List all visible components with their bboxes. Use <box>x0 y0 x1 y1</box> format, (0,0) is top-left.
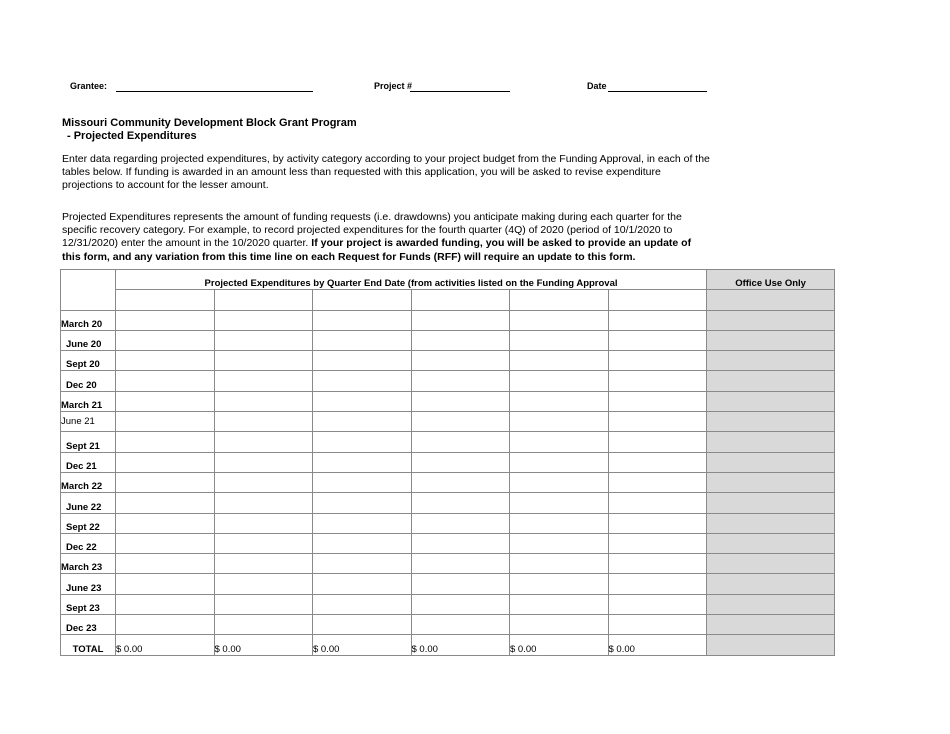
amount-cell[interactable] <box>313 391 412 411</box>
table-row <box>61 391 835 411</box>
office-use-cell <box>707 330 835 350</box>
table-row <box>61 574 835 594</box>
table-row <box>61 412 835 432</box>
amount-cell[interactable] <box>411 351 510 371</box>
amount-cell[interactable] <box>608 310 707 330</box>
office-use-cell <box>707 452 835 472</box>
quarter-label: March 21 <box>61 391 116 411</box>
amount-cell[interactable] <box>510 412 609 432</box>
amount-cell[interactable] <box>411 452 510 472</box>
amount-cell[interactable] <box>411 432 510 452</box>
office-use-cell <box>707 635 835 655</box>
total-label: TOTAL <box>61 635 116 655</box>
amount-cell[interactable] <box>116 310 215 330</box>
quarter-label: Dec 20 <box>61 371 116 391</box>
quarter-label: March 22 <box>61 472 116 492</box>
amount-cell[interactable] <box>608 554 707 574</box>
amount-cell[interactable] <box>116 513 215 533</box>
amount-cell[interactable] <box>510 310 609 330</box>
date-field[interactable] <box>608 91 707 92</box>
instructions-paragraph: Enter data regarding projected expenditures, by activity category according to your project budget from the Funding Approval, in each of the tables below. If funding is awarded in an amount less than requested with this application, you will be asked to revise expenditure projections to account for the lesser amount. <box>62 153 710 192</box>
amount-cell[interactable] <box>411 412 510 432</box>
amount-cell[interactable] <box>214 513 313 533</box>
category-cell[interactable] <box>313 290 412 310</box>
office-use-cell <box>707 290 835 310</box>
amount-cell[interactable] <box>214 371 313 391</box>
office-use-cell <box>707 432 835 452</box>
amount-cell[interactable] <box>510 594 609 614</box>
amount-cell[interactable] <box>608 533 707 553</box>
category-cell[interactable] <box>608 290 707 310</box>
total-value: $ 0.00 <box>608 635 707 655</box>
amount-cell[interactable] <box>214 493 313 513</box>
amount-cell[interactable] <box>608 513 707 533</box>
amount-cell[interactable] <box>313 615 412 635</box>
amount-cell[interactable] <box>214 594 313 614</box>
amount-cell[interactable] <box>313 310 412 330</box>
amount-cell[interactable] <box>510 391 609 411</box>
quarter-label: March 23 <box>61 554 116 574</box>
table-row <box>61 615 835 635</box>
amount-cell[interactable] <box>411 594 510 614</box>
amount-cell[interactable] <box>313 554 412 574</box>
total-value: $ 0.00 <box>313 635 412 655</box>
amount-cell[interactable] <box>214 391 313 411</box>
amount-cell[interactable] <box>313 472 412 492</box>
amount-cell[interactable] <box>411 554 510 574</box>
office-use-cell <box>707 472 835 492</box>
date-label: Date <box>587 81 607 91</box>
office-use-cell <box>707 391 835 411</box>
amount-cell[interactable] <box>116 533 215 553</box>
amount-cell[interactable] <box>411 493 510 513</box>
quarter-label: Sept 20 <box>61 351 116 371</box>
amount-cell[interactable] <box>214 432 313 452</box>
amount-cell[interactable] <box>608 391 707 411</box>
amount-cell[interactable] <box>510 432 609 452</box>
amount-cell[interactable] <box>313 351 412 371</box>
amount-cell[interactable] <box>510 574 609 594</box>
office-use-cell <box>707 310 835 330</box>
amount-cell[interactable] <box>214 574 313 594</box>
title-line-1: Missouri Community Development Block Grant Program <box>62 117 357 129</box>
amount-cell[interactable] <box>116 472 215 492</box>
total-value: $ 0.00 <box>214 635 313 655</box>
quarter-label: June 21 <box>61 412 116 432</box>
grantee-field[interactable] <box>116 91 313 92</box>
office-use-cell <box>707 533 835 553</box>
amount-cell[interactable] <box>313 574 412 594</box>
amount-cell[interactable] <box>313 432 412 452</box>
total-value: $ 0.00 <box>510 635 609 655</box>
table-row <box>61 452 835 472</box>
category-cell[interactable] <box>116 290 215 310</box>
office-use-cell <box>707 351 835 371</box>
amount-cell[interactable] <box>313 330 412 350</box>
amount-cell[interactable] <box>214 554 313 574</box>
amount-cell[interactable] <box>214 351 313 371</box>
corner-cell <box>61 270 116 311</box>
amount-cell[interactable] <box>510 330 609 350</box>
office-use-cell <box>707 615 835 635</box>
amount-cell[interactable] <box>608 472 707 492</box>
paragraph-bold-text: If your project is awarded funding, you will be asked to provide an update of this form, and any variation from this time line on each Request for Funds (RFF) will require an update to this form. <box>62 237 692 263</box>
quarter-label: June 20 <box>61 330 116 350</box>
paragraph-normal-text: Projected Expenditures represents the amount of funding requests (i.e. drawdowns) you anticipate making during each quarter for the specific recovery category. For example, to record projected expenditures for the fourth quarter (4Q) of 2020 (period of 10/1/2020 to 12/31/2020) enter the amount in the 10/2020 quarter. <box>62 211 682 250</box>
table-row <box>61 533 835 553</box>
amount-cell[interactable] <box>510 452 609 472</box>
quarter-label: Dec 22 <box>61 533 116 553</box>
table-header: Projected Expenditures by Quarter End Date (from activities listed on the Funding Approval <box>116 270 707 290</box>
amount-cell[interactable] <box>313 493 412 513</box>
category-row <box>61 290 835 310</box>
quarter-label: Sept 22 <box>61 513 116 533</box>
amount-cell[interactable] <box>510 615 609 635</box>
amount-cell[interactable] <box>608 452 707 472</box>
amount-cell[interactable] <box>116 452 215 472</box>
amount-cell[interactable] <box>313 412 412 432</box>
amount-cell[interactable] <box>313 513 412 533</box>
quarter-label: March 20 <box>61 310 116 330</box>
amount-cell[interactable] <box>214 310 313 330</box>
office-use-cell <box>707 493 835 513</box>
table-row <box>61 493 835 513</box>
amount-cell[interactable] <box>411 615 510 635</box>
amount-cell[interactable] <box>608 371 707 391</box>
amount-cell[interactable] <box>116 554 215 574</box>
amount-cell[interactable] <box>214 412 313 432</box>
form-title <box>62 117 357 143</box>
amount-cell[interactable] <box>214 615 313 635</box>
category-cell[interactable] <box>411 290 510 310</box>
office-use-cell <box>707 554 835 574</box>
category-cell[interactable] <box>214 290 313 310</box>
amount-cell[interactable] <box>116 371 215 391</box>
amount-cell[interactable] <box>510 351 609 371</box>
quarter-label: Sept 23 <box>61 594 116 614</box>
amount-cell[interactable] <box>608 493 707 513</box>
amount-cell[interactable] <box>608 432 707 452</box>
amount-cell[interactable] <box>411 533 510 553</box>
total-value: $ 0.00 <box>411 635 510 655</box>
quarter-label: Dec 21 <box>61 452 116 472</box>
quarter-label: Sept 21 <box>61 432 116 452</box>
amount-cell[interactable] <box>116 594 215 614</box>
quarter-label: June 23 <box>61 574 116 594</box>
amount-cell[interactable] <box>214 533 313 553</box>
amount-cell[interactable] <box>510 533 609 553</box>
office-use-cell <box>707 412 835 432</box>
office-use-cell <box>707 594 835 614</box>
amount-cell[interactable] <box>116 391 215 411</box>
amount-cell[interactable] <box>116 432 215 452</box>
category-cell[interactable] <box>510 290 609 310</box>
office-use-header: Office Use Only <box>707 270 835 290</box>
amount-cell[interactable] <box>214 472 313 492</box>
table-row <box>61 351 835 371</box>
amount-cell[interactable] <box>411 472 510 492</box>
total-row <box>61 635 835 655</box>
table-row <box>61 554 835 574</box>
amount-cell[interactable] <box>313 594 412 614</box>
amount-cell[interactable] <box>608 615 707 635</box>
table-row <box>61 594 835 614</box>
amount-cell[interactable] <box>313 533 412 553</box>
amount-cell[interactable] <box>214 330 313 350</box>
amount-cell[interactable] <box>608 574 707 594</box>
amount-cell[interactable] <box>608 412 707 432</box>
table-header-row <box>61 270 835 290</box>
expenditures-table <box>60 269 835 656</box>
amount-cell[interactable] <box>608 594 707 614</box>
table-row <box>61 432 835 452</box>
grantee-label: Grantee: <box>70 81 108 91</box>
amount-cell[interactable] <box>411 513 510 533</box>
amount-cell[interactable] <box>510 513 609 533</box>
table-row <box>61 472 835 492</box>
table-row <box>61 513 835 533</box>
project-field[interactable] <box>410 91 510 92</box>
amount-cell[interactable] <box>510 554 609 574</box>
office-use-cell <box>707 371 835 391</box>
amount-cell[interactable] <box>510 472 609 492</box>
title-line-2: - Projected Expenditures <box>67 130 197 142</box>
projected-expenditures-paragraph <box>62 211 712 264</box>
quarter-label: Dec 23 <box>61 615 116 635</box>
office-use-cell <box>707 513 835 533</box>
table-row <box>61 330 835 350</box>
amount-cell[interactable] <box>411 330 510 350</box>
table-row <box>61 371 835 391</box>
office-use-cell <box>707 574 835 594</box>
amount-cell[interactable] <box>116 493 215 513</box>
amount-cell[interactable] <box>411 310 510 330</box>
amount-cell[interactable] <box>313 371 412 391</box>
amount-cell[interactable] <box>313 452 412 472</box>
total-value: $ 0.00 <box>116 635 215 655</box>
amount-cell[interactable] <box>116 330 215 350</box>
amount-cell[interactable] <box>116 615 215 635</box>
amount-cell[interactable] <box>116 351 215 371</box>
amount-cell[interactable] <box>510 371 609 391</box>
amount-cell[interactable] <box>116 574 215 594</box>
amount-cell[interactable] <box>411 391 510 411</box>
amount-cell[interactable] <box>116 412 215 432</box>
amount-cell[interactable] <box>411 574 510 594</box>
amount-cell[interactable] <box>411 371 510 391</box>
amount-cell[interactable] <box>608 351 707 371</box>
amount-cell[interactable] <box>510 493 609 513</box>
amount-cell[interactable] <box>214 452 313 472</box>
amount-cell[interactable] <box>608 330 707 350</box>
project-label: Project # <box>374 81 413 91</box>
table-row <box>61 310 835 330</box>
quarter-label: June 22 <box>61 493 116 513</box>
